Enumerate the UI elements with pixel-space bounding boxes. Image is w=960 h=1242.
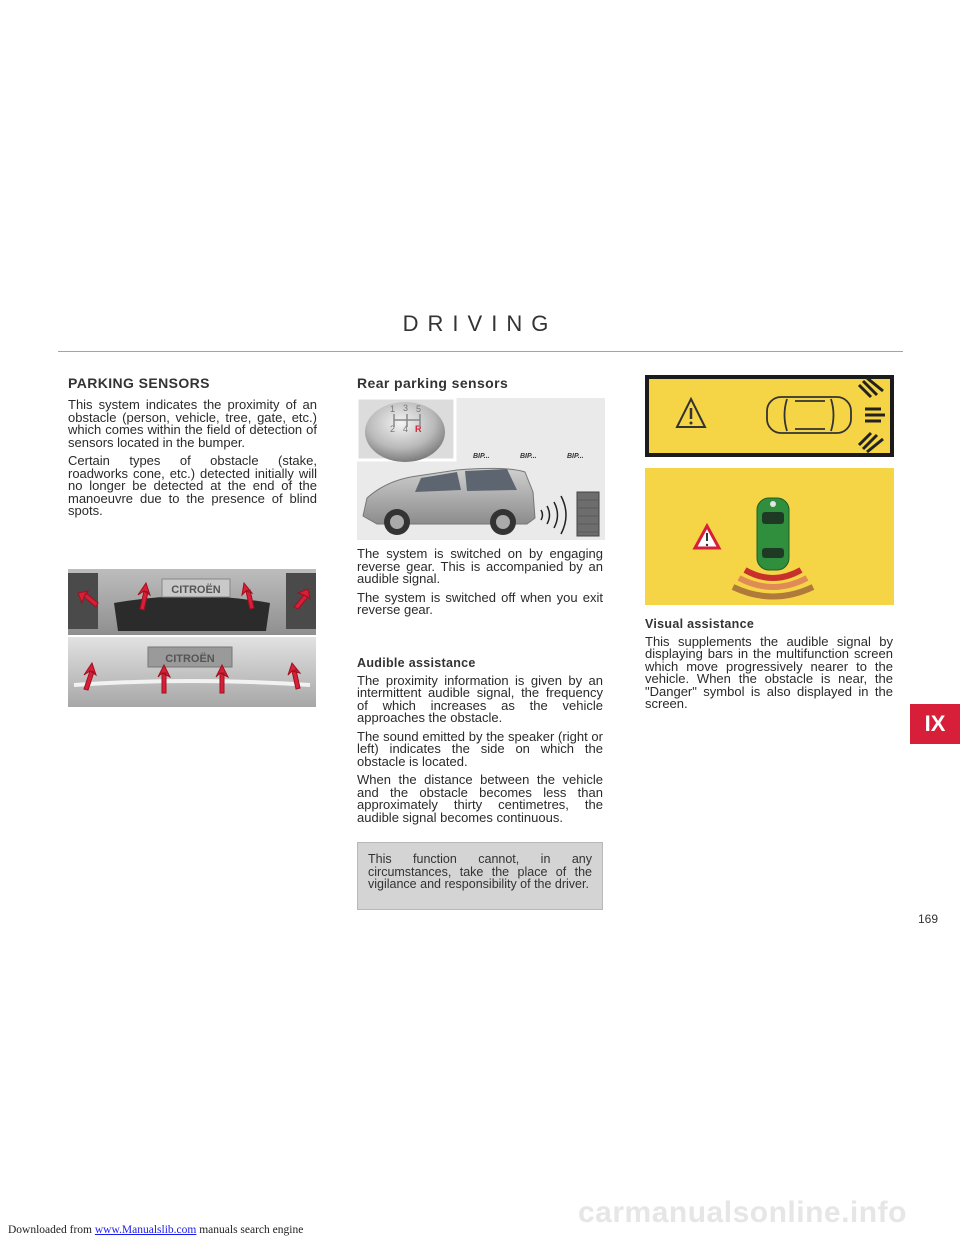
audible-assistance-section: [357, 657, 603, 830]
visual-assistance-heading: Visual assistance: [645, 617, 755, 631]
footer-prefix: Downloaded from: [8, 1224, 95, 1236]
multifunction-screen-bars: [645, 375, 894, 457]
audible-paragraph-2: The sound emitted by the speaker (right or left) indicates the side on which the obstacle is located.: [357, 728, 603, 769]
visual-assistance-section: [645, 618, 893, 717]
visual-paragraph: This supplements the audible signal by displaying bars in the multifunction screen which move progressively nearer to the vehicle. When the obstacle is near, the "Danger" symbol is also displayed in the screen.: [645, 633, 893, 711]
audible-paragraph-3: When the distance between the vehicle and the obstacle becomes less than approximately thirty centimetres, the audible signal becomes continuous.: [357, 772, 603, 825]
bumper-sensors-image: [68, 569, 316, 707]
col1-text: [68, 399, 317, 524]
bumper-brand-top: CITROËN: [171, 584, 221, 596]
green-car-icon: [757, 498, 789, 570]
section-divider: [58, 351, 903, 352]
gear-1: 1: [390, 404, 396, 414]
bip-label-2: BIP...: [520, 453, 537, 460]
audible-assistance-heading: Audible assistance: [357, 656, 476, 670]
gear-r: R: [415, 424, 422, 434]
bip-label-1: BIP...: [473, 453, 490, 460]
col2-intro-text: [357, 548, 603, 623]
col2-paragraph-1: The system is switched on by engaging reverse gear. This is accompanied by an audible signal.: [357, 546, 603, 586]
col1-paragraph-1: This system indicates the proximity of an obstacle (person, vehicle, tree, gate, etc.) which comes within the field of detection of sensors located in the bumper.: [68, 397, 317, 450]
reverse-gear-illustration: [357, 398, 605, 540]
page-number: 169: [918, 912, 939, 926]
chapter-tab: IX: [910, 704, 960, 744]
section-title: DRIVING: [402, 311, 558, 336]
proximity-arc-bars: [733, 570, 813, 597]
warning-note: This function cannot, in any circumstances, take the place of the vigilance and responsibility of the driver.: [357, 842, 603, 910]
bumper-brand-bottom: CITROËN: [165, 653, 215, 665]
col2-paragraph-2: The system is switched off when you exit reverse gear.: [357, 589, 603, 617]
danger-triangle-red-icon: [695, 526, 719, 548]
manualslib-link[interactable]: www.Manualslib.com: [94, 1224, 197, 1236]
gear-4: 4: [403, 424, 409, 434]
watermark-logo: carmanualsonline.info: [578, 1196, 907, 1229]
footer: [8, 1224, 303, 1236]
multifunction-screen-danger: [645, 468, 894, 605]
bip-label-3: BIP...: [567, 453, 584, 460]
gear-5: 5: [416, 404, 422, 414]
footer-suffix: manuals search engine: [196, 1224, 304, 1236]
gear-2: 2: [390, 424, 396, 434]
col1-paragraph-2: Certain types of obstacle (stake, roadworks cone, etc.) detected initially will no longer be detected at the end of the manoeuvre due to the presence of blind spots.: [68, 453, 317, 518]
audible-paragraph-1: The proximity information is given by an intermittent audible signal, the frequency of which increases as the vehicle approaches the obstacle.: [357, 672, 603, 725]
parking-sensors-heading: PARKING SENSORS: [68, 375, 210, 391]
gear-3: 3: [403, 403, 409, 413]
rear-parking-sensors-heading: Rear parking sensors: [357, 375, 509, 391]
